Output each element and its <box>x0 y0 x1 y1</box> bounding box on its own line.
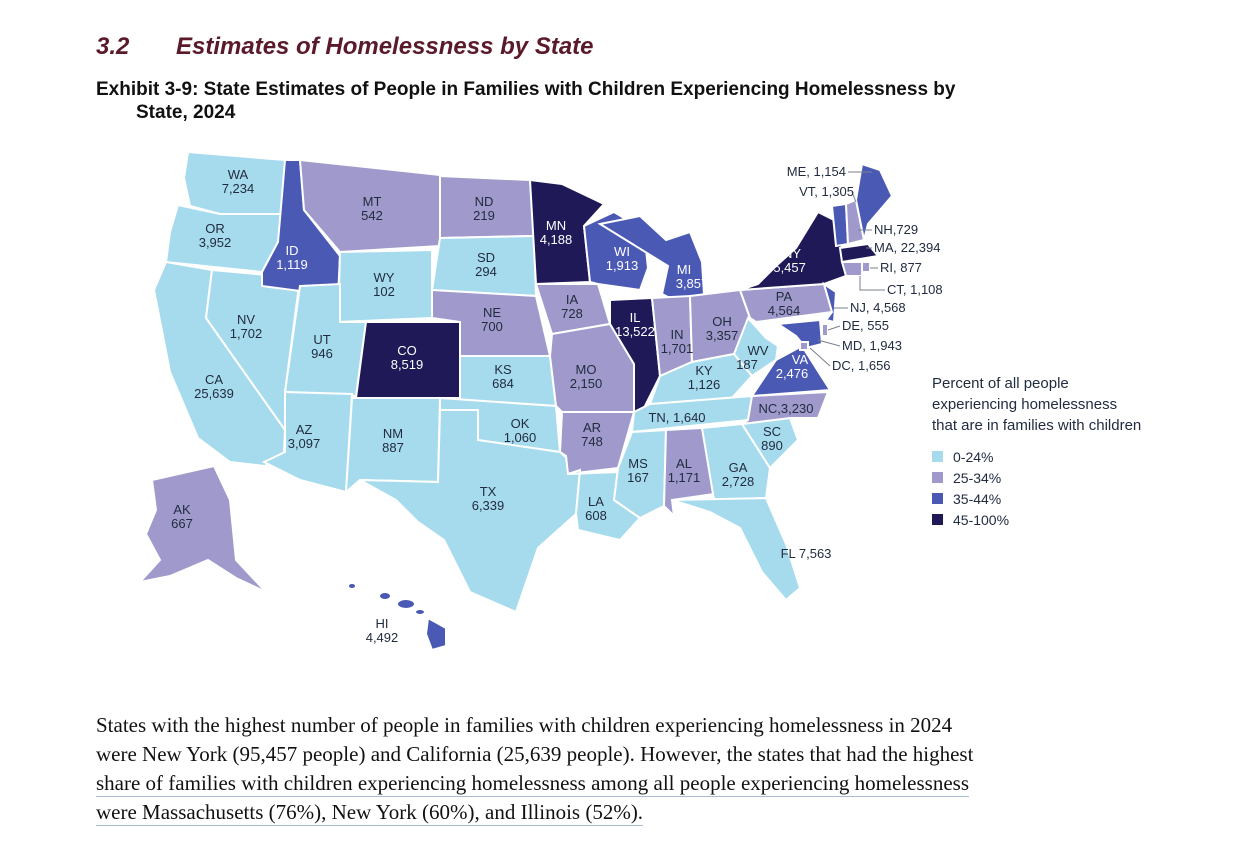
label-pa: PA 4,564 <box>767 289 801 318</box>
us-map <box>150 150 943 660</box>
label-wi: WI 1,913 <box>605 244 639 273</box>
legend-item <box>932 446 1192 467</box>
callout-vt: VT, 1,305 <box>799 184 854 199</box>
legend-swatch <box>932 472 943 483</box>
label-nd: ND 219 <box>473 194 495 223</box>
label-in: IN 1,701 <box>660 327 694 356</box>
exhibit-title-line1: Exhibit 3-9: State Estimates of People in Families with Children Experiencing Homelessness by <box>96 79 956 100</box>
label-nc: NC,3,230 <box>758 401 814 416</box>
label-oh: OH 3,357 <box>705 314 739 343</box>
legend-swatch <box>932 451 943 462</box>
label-ga: GA 2,728 <box>721 460 755 489</box>
legend-items <box>932 446 1192 530</box>
callout-ct: CT, 1,108 <box>887 282 943 297</box>
callout-md: MD, 1,943 <box>842 338 902 353</box>
section-heading <box>96 33 594 61</box>
legend-swatch <box>932 493 943 504</box>
label-al: AL 1,171 <box>667 456 701 485</box>
label-ut: UT 946 <box>311 332 333 361</box>
label-ca: CA 25,639 <box>194 372 234 401</box>
label-ak: AK 667 <box>171 502 193 531</box>
label-sc: SC 890 <box>761 424 783 453</box>
legend-title-line2: experiencing homelessness <box>932 396 1118 413</box>
body-line-wrap <box>96 769 1136 798</box>
legend-title <box>932 373 1192 436</box>
label-az: AZ 3,097 <box>287 422 321 451</box>
callout-me: ME, 1,154 <box>786 164 846 179</box>
label-wa: WA 7,234 <box>221 167 255 196</box>
label-mt: MT 542 <box>361 194 383 223</box>
label-il: IL 13,522 <box>615 310 655 339</box>
state-ak <box>140 466 266 592</box>
body-line: States with the highest number of people in families with children experiencing homelessness in 2024 <box>96 713 953 737</box>
body-paragraph <box>96 711 1136 827</box>
state-de <box>822 324 828 336</box>
label-ms: MS 167 <box>627 456 649 485</box>
legend-label: 45-100% <box>953 511 1010 528</box>
exhibit-title-line2: State, 2024 <box>136 102 236 123</box>
state-ct <box>842 262 862 276</box>
legend-item <box>932 467 1192 488</box>
body-line: were Massachusetts (76%), New York (60%), and Illinois (52%). <box>96 800 644 824</box>
label-mn: MN 4,188 <box>539 218 573 247</box>
body-line: share of families with children experiencing homelessness among all people experiencing homelessness <box>96 771 969 795</box>
label-sd: SD 294 <box>475 250 497 279</box>
label-ar: AR 748 <box>581 420 603 449</box>
label-wv: WV 187 <box>736 343 769 372</box>
callout-dc: DC, 1,656 <box>832 358 891 373</box>
label-mo: MO 2,150 <box>569 362 603 391</box>
label-wy: WY 102 <box>373 270 395 299</box>
legend-swatch <box>932 514 943 525</box>
callout-ri: RI, 877 <box>880 260 922 275</box>
legend-title-line1: Percent of all people <box>932 375 1069 392</box>
label-ny: NY 95,457 <box>766 246 806 275</box>
callout-nj: NJ, 4,568 <box>850 300 906 315</box>
legend-label: 0-24% <box>953 448 994 465</box>
state-ri <box>862 262 870 272</box>
label-nv: NV 1,702 <box>229 312 263 341</box>
label-ia: IA 728 <box>561 292 583 321</box>
section-title: Estimates of Homelessness by State <box>176 33 594 60</box>
label-tx: TX 6,339 <box>471 484 505 513</box>
label-mi: MI 3,857 <box>675 262 709 291</box>
label-nm: NM 887 <box>382 426 404 455</box>
callout-nh: NH,729 <box>874 222 919 237</box>
label-ne: NE 700 <box>481 305 503 334</box>
label-va: VA 2,476 <box>775 352 809 381</box>
exhibit-title <box>96 78 1136 124</box>
legend-title-line3: that are in families with children <box>932 417 1142 434</box>
legend-label: 25-34% <box>953 469 1002 486</box>
section-number: 3.2 <box>96 33 130 60</box>
body-line-wrap <box>96 798 1136 827</box>
state-dc <box>800 342 808 350</box>
label-hi: HI 4,492 <box>365 616 399 645</box>
label-id: ID 1,119 <box>276 243 308 272</box>
label-tn: TN, 1,640 <box>648 410 706 425</box>
body-line: were New York (95,457 people) and California (25,639 people). However, the states that had the highest <box>96 742 974 766</box>
label-la: LA 608 <box>585 494 607 523</box>
state-ma <box>840 244 878 262</box>
legend-label: 35-44% <box>953 490 1002 507</box>
label-ky: KY 1,126 <box>687 363 721 392</box>
callout-de: DE, 555 <box>842 318 889 333</box>
label-ok: OK 1,060 <box>503 416 537 445</box>
legend-item <box>932 509 1192 530</box>
map-legend <box>932 373 1192 530</box>
label-ks: KS 684 <box>492 362 514 391</box>
legend-item <box>932 488 1192 509</box>
label-or: OR 3,952 <box>198 221 232 250</box>
callout-ma: MA, 22,394 <box>874 240 941 255</box>
label-fl: FL 7,563 <box>780 546 832 561</box>
label-co: CO 8,519 <box>390 343 424 372</box>
